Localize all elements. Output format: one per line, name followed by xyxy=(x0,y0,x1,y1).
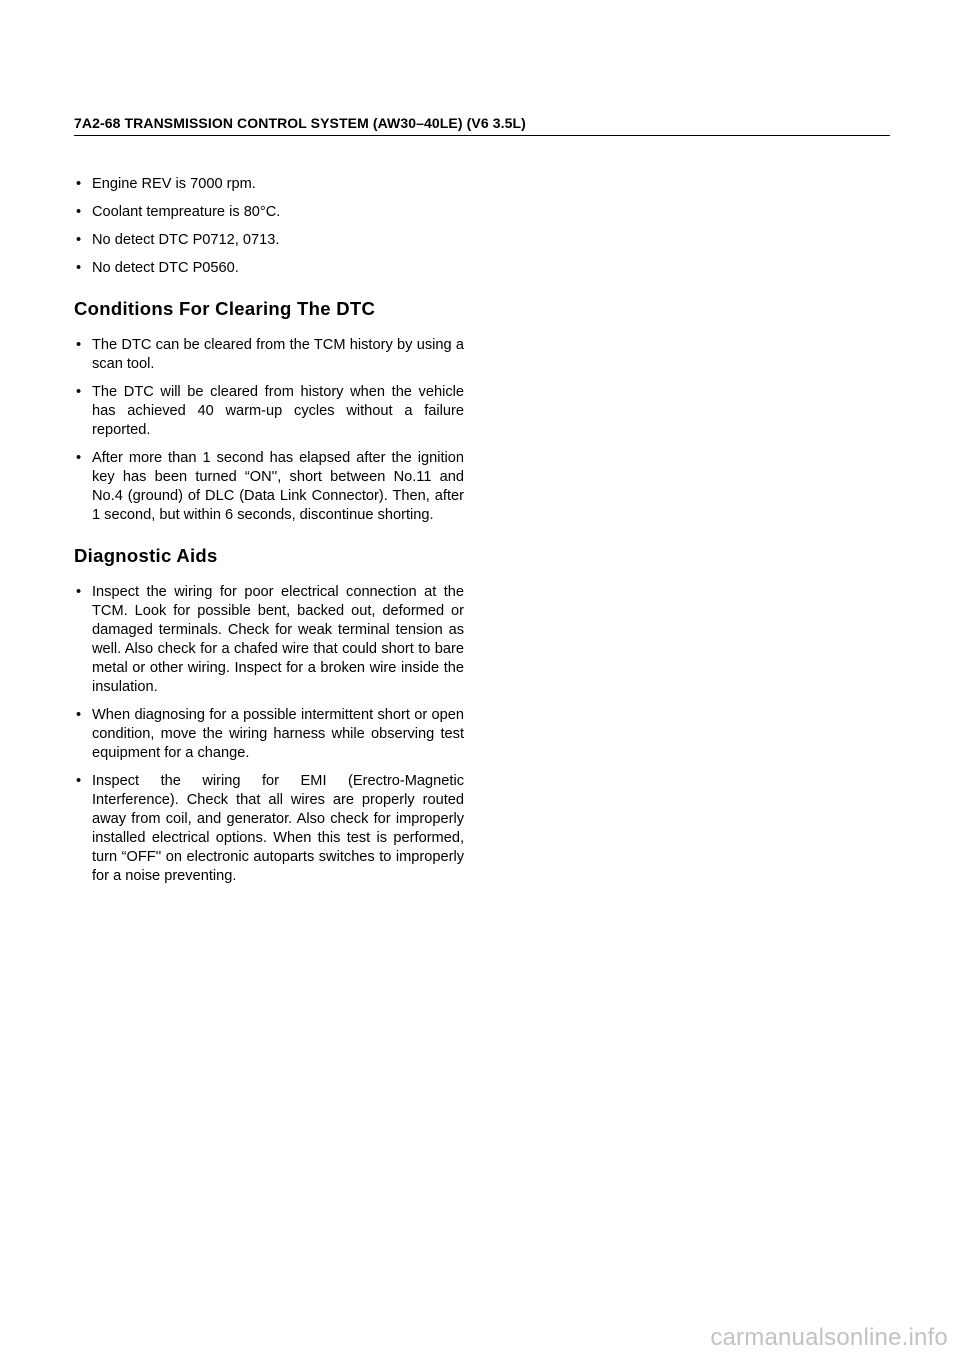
conditions-list xyxy=(74,175,464,278)
list-item: • When diagnosing for a possible intermittent short or open condition, move the wiring harness while observing test equipment for a change. xyxy=(76,707,464,761)
watermark: carmanualsonline.info xyxy=(710,1324,948,1351)
diagnostic-aids-list xyxy=(74,583,464,886)
bullet-icon: • xyxy=(76,204,82,220)
list-item: • Inspect the wiring for poor electrical connection at the TCM. Look for possible bent, backed out, deformed or damaged terminals. Check for weak terminal tension as well. Also check for a chafed wire that could short to bare metal or other wiring. Inspect for a broken wire inside the insulation. xyxy=(76,584,464,695)
list-item: • No detect DTC P0712, 0713. xyxy=(76,232,280,248)
page-title: 7A2-68 TRANSMISSION CONTROL SYSTEM (AW30–40LE) (V6 3.5L) xyxy=(74,115,526,131)
bullet-icon: • xyxy=(76,773,82,789)
list-item: • No detect DTC P0560. xyxy=(76,260,239,276)
bullet-icon: • xyxy=(76,232,82,248)
bullet-icon: • xyxy=(76,707,82,723)
bullet-icon: • xyxy=(76,176,82,192)
page-header xyxy=(74,113,890,136)
clearing-list xyxy=(74,336,464,525)
list-item: • The DTC will be cleared from history when the vehicle has achieved 40 warm-up cycles without a failure reported. xyxy=(76,384,464,438)
section-heading-clearing: Conditions For Clearing The DTC xyxy=(74,298,376,319)
bullet-icon: • xyxy=(76,337,82,353)
content-column xyxy=(74,175,464,895)
bullet-icon: • xyxy=(76,260,82,276)
list-item: • Engine REV is 7000 rpm. xyxy=(76,176,256,192)
bullet-icon: • xyxy=(76,384,82,400)
bullet-icon: • xyxy=(76,450,82,466)
section-heading-diagnostic-aids: Diagnostic Aids xyxy=(74,545,218,566)
list-item: • Inspect the wiring for EMI (Erectro-Magnetic Interference). Check that all wires are properly routed away from coil, and generator. Also check for improperly installed electrical options. When this test is performed, turn “OFF'' on electronic autoparts switches to improperly for a noise preventing. xyxy=(76,773,464,884)
list-item: • After more than 1 second has elapsed after the ignition key has been turned “ON'', short between No.11 and No.4 (ground) of DLC (Data Link Connector). Then, after 1 second, but within 6 seconds, discontinue shorting. xyxy=(76,450,464,523)
list-item: • The DTC can be cleared from the TCM history by using a scan tool. xyxy=(76,337,464,372)
list-item: • Coolant tempreature is 80°C. xyxy=(76,204,281,220)
bullet-icon: • xyxy=(76,584,82,600)
